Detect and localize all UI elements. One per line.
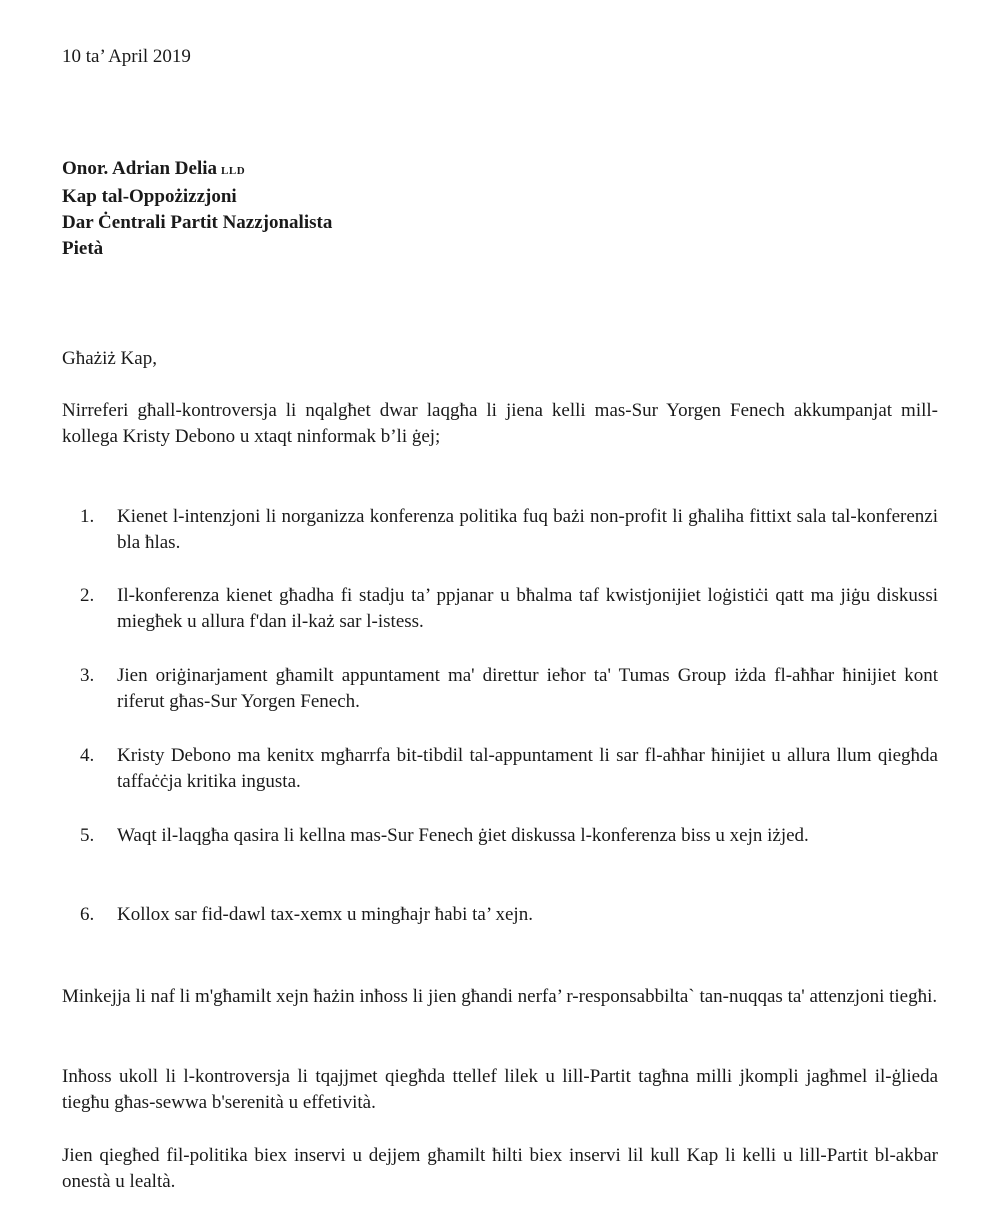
list-item-text: Kollox sar fid-dawl tax-xemx u mingħajr ħabi ta’ xejn. [117,904,533,925]
recipient-suffix: LLD [221,165,246,177]
salutation: Għażiż Kap, [62,348,157,369]
closing-paragraph-controversy: Inħoss ukoll li l-kontroversja li tqajjmet qiegħda ttellef lilek u lill-Partit tagħna milli jkompli jagħmel il-ġlieda tiegħu għas-sewwa b'serenità u effetività. [62,1066,938,1113]
recipient-locality: Pietà [62,238,104,259]
closing-paragraph-responsibility: Minkejja li naf li m'għamilt xejn ħażin inħoss li jien għandi nerfa’ r-responsabbilta` tan-nuqqas ta' attenzjoni tiegħi. [62,986,938,1007]
list-item-text: Kienet l-intenzjoni li norganizza konferenza politika fuq bażi non-profit li għaliha fittixt sala tal-konferenzi bla ħlas. [117,506,938,553]
recipient-title: Kap tal-Oppożizzjoni [62,186,237,207]
recipient-name: Onor. Adrian Delia [62,158,218,179]
letter-date: 10 ta’ April 2019 [62,46,191,67]
list-item-number: 4. [80,745,95,766]
recipient-address [62,156,332,262]
list-item-text: Jien oriġinarjament għamilt appuntament ma' direttur ieħor ta' Tumas Group iżda fl-aħħar ħinijiet kont riferut għas-Sur Yorgen Fenech. [117,665,938,712]
list-item-number: 2. [80,585,95,606]
list-item-number: 6. [80,904,95,925]
intro-paragraph: Nirreferi għall-kontroversja li nqalgħet dwar laqgħa li jiena kelli mas-Sur Yorgen Fenech akkumpanjat mill-kollega Kristy Debono u xtaqt ninformak b’li ġej; [62,400,938,447]
list-item-number: 3. [80,665,95,686]
list-item-number: 5. [80,825,95,846]
closing-paragraph-service: Jien qiegħed fil-politika biex inservi u dejjem għamilt ħilti biex inservi lil kull Kap li kelli u lill-Partit bl-akbar onestà u lealtà. [62,1145,938,1192]
recipient-organisation: Dar Ċentrali Partit Nazzjonalista [62,212,333,233]
list-item-number: 1. [80,506,95,527]
list-item-text: Kristy Debono ma kenitx mgħarrfa bit-tibdil tal-appuntament li sar fl-aħħar ħinijiet u allura llum qiegħda taffaċċja kritika ingusta. [117,745,938,792]
list-item-text: Waqt il-laqgħa qasira li kellna mas-Sur Fenech ġiet diskussa l-konferenza biss u xejn iżjed. [117,825,809,846]
recipient-name-line [62,156,332,184]
list-item-text: Il-konferenza kienet għadha fi stadju ta’ ppjanar u bħalma taf kwistjonijiet loġistiċi qatt ma jiġu diskussi miegħek u allura f'dan il-każ sar l-istess. [117,585,938,632]
